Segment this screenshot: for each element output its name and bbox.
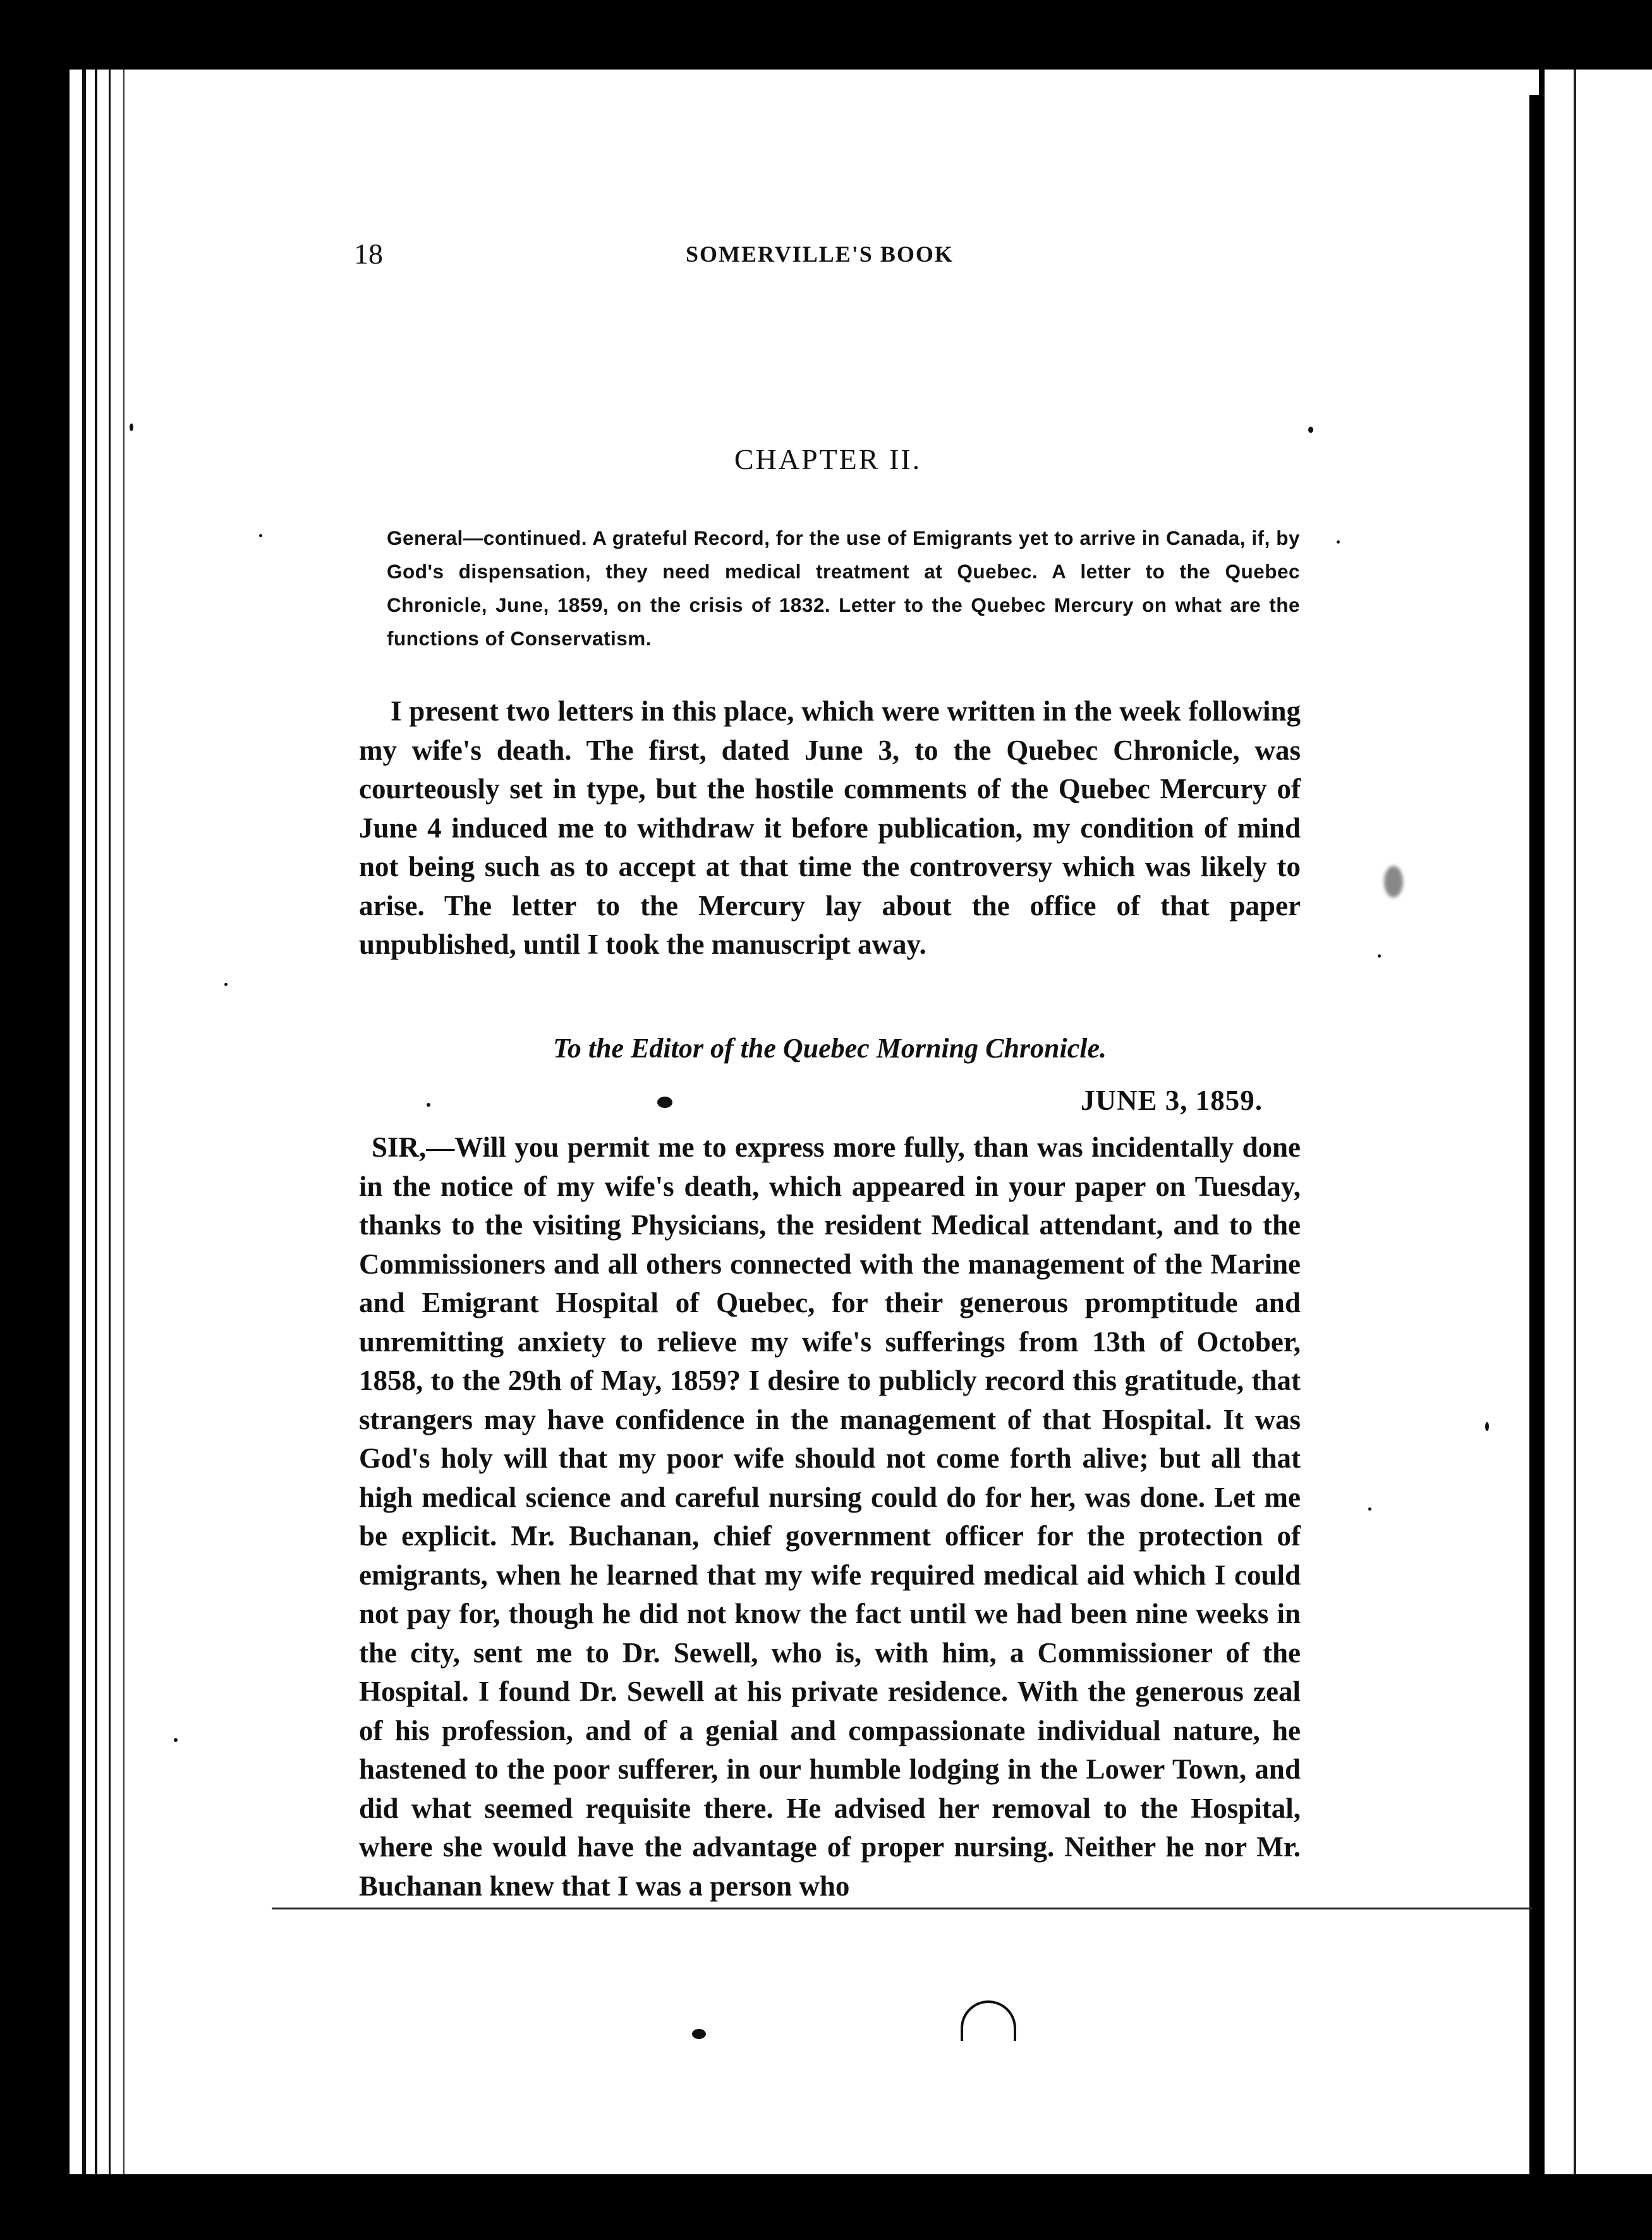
scan-speck	[1485, 1422, 1489, 1431]
scan-speck	[1308, 427, 1313, 433]
scan-speck	[427, 1103, 430, 1107]
chapter-title: CHAPTER II.	[734, 443, 922, 475]
scan-speck	[1337, 540, 1340, 544]
scan-speck	[1368, 1507, 1371, 1511]
scan-smudge	[1384, 866, 1403, 898]
scan-speck	[259, 534, 262, 537]
letter-body: SIR,—Will you permit me to express more fully, than was incidentally done in the notice of my wife's death, which appeared in your paper on Tuesday, thanks to the visiting Physicians, the resident Medical attendant, and to the Commissioners and all others connected with the management of the Marine and Emigrant Hospital of Quebec, for their generous promptitude and unremitting anxiety to relieve my wife's sufferings from 13th of October, 1858, to the 29th of May, 1859? I desire to publicly record this gratitude, that strangers may have confidence in the management of that Hospital. It was God's holy will that my poor wife should not come forth alive; but all that high medical science and careful nursing could do for her, was done. Let me be explicit. Mr. Buchanan, chief government officer for the protection of emigrants, when he learned that my wife required medical aid which I could not pay for, though he did not know the fact until we had been nine weeks in the city, sent me to Dr. Sewell, who is, with him, a Commissioner of the Hospital. I found Dr. Sewell at his private residence. With the generous zeal of his profession, and of a genial and compassionate individual nature, he hastened to the poor sufferer, in our humble lodging in the Lower Town, and did what seemed requisite there. He advised her removal to the Hospital, where she would have the advantage of proper nursing. Neither he nor Mr. Buchanan knew that I was a person who	[359, 1131, 1301, 1902]
binding-edge-line	[95, 70, 97, 2174]
intro-section	[359, 692, 1301, 965]
letter-date: JUNE 3, 1859.	[1081, 1085, 1263, 1116]
page-number: 18	[354, 238, 383, 270]
scan-speck	[224, 983, 228, 986]
synopsis-text: General—continued. A grateful Record, for the use of Emigrants yet to arrive in Canada, if, by God's dispensation, they need medical treatment at Quebec. A letter to the Quebec Chronicle, June, 1859, on the crisis of 1832. Letter to the Quebec Mercury on what are the functions of Conservatism.	[387, 527, 1300, 650]
facing-page-edge	[1545, 70, 1652, 2174]
letter-section	[359, 1128, 1301, 1906]
running-title: SOMERVILLE'S BOOK	[686, 241, 954, 267]
binding-edge-line	[82, 70, 86, 2174]
binding-edge-line	[109, 70, 111, 2174]
binding-edge-line	[123, 70, 125, 2174]
scan-speck	[657, 1097, 672, 1108]
letter-salutation: To the Editor of the Quebec Morning Chronicle.	[552, 1033, 1107, 1064]
scan-artifact-line	[272, 1908, 1533, 1909]
scan-speck	[1378, 954, 1381, 958]
running-head	[354, 237, 1466, 275]
page-gutter-shadow	[1529, 95, 1545, 2174]
scan-speck	[130, 423, 133, 431]
facing-page-line	[1574, 70, 1576, 2174]
scan-speck	[174, 1738, 178, 1742]
intro-paragraph: I present two letters in this place, which were written in the week following my wife's death. The first, dated June 3, to the Quebec Chronicle, was courteously set in type, but the hostile comments of the Quebec Mercury of June 4 induced me to withdraw it before publication, my condition of mind not being such as to accept at that time the controversy which was likely to arise. The letter to the Mercury lay about the office of that paper unpublished, until I took the manuscript away.	[359, 695, 1301, 960]
chapter-synopsis	[387, 521, 1300, 655]
scan-speck	[692, 2029, 706, 2039]
